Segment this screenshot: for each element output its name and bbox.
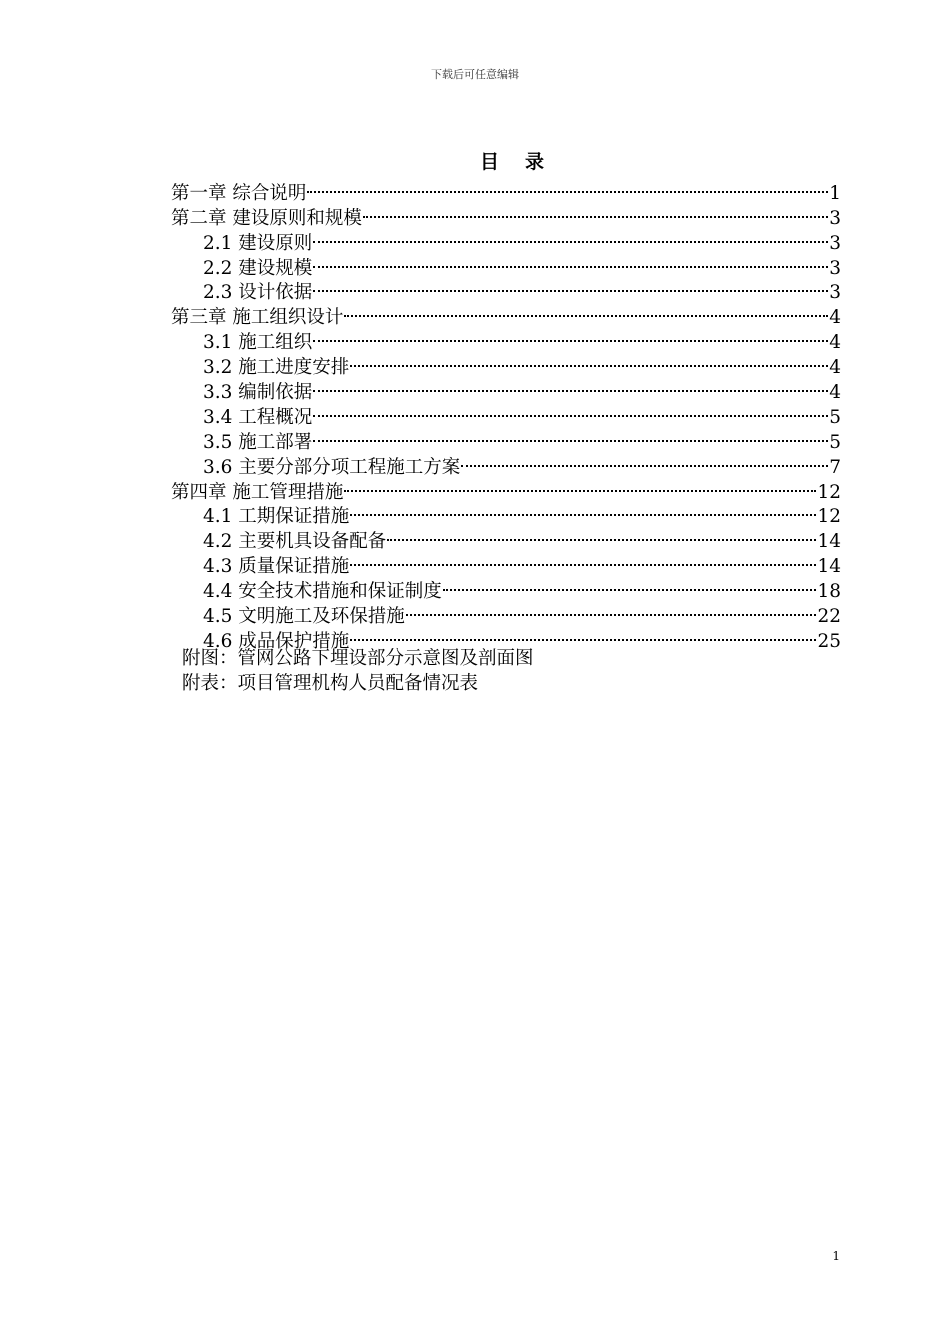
toc-leader-dots (387, 522, 816, 547)
toc-title-part-2: 录 (525, 151, 545, 173)
toc-leader-dots (344, 473, 816, 498)
toc-leader-dots (313, 323, 828, 348)
page-header-note: 下载后可任意编辑 (431, 68, 519, 81)
toc-leader-dots (350, 622, 816, 647)
toc-entry-label: 4.3 质量保证措施 (203, 556, 350, 578)
toc-entry-label: 第四章 施工管理措施 (171, 481, 344, 503)
toc-leader-dots (313, 373, 828, 398)
toc-entry-label: 3.2 施工进度安排 (203, 357, 350, 379)
toc-entry-label: 4.6 成品保护措施 (203, 630, 350, 652)
toc-entry-label: 2.1 建设原则 (203, 232, 313, 254)
toc-entry-page: 5 (829, 406, 841, 428)
toc-leader-dots (406, 597, 817, 622)
toc-title (0, 147, 950, 174)
toc-entry-page: 7 (829, 456, 841, 478)
toc-leader-dots (350, 498, 816, 523)
toc-entry-label: 4.2 主要机具设备配备 (203, 531, 387, 553)
toc-entry-label: 第二章 建设原则和规模 (171, 207, 362, 229)
toc-leader-dots (313, 274, 828, 299)
toc-entry-page: 5 (829, 431, 841, 453)
toc-leader-dots (443, 572, 817, 597)
toc-entry-page: 25 (817, 630, 841, 652)
toc-leader-dots (313, 398, 828, 423)
toc-entry-page: 4 (829, 307, 841, 329)
toc-entry-label: 3.5 施工部署 (203, 431, 313, 453)
toc-leader-dots (307, 174, 828, 199)
toc-leader-dots (350, 547, 816, 572)
toc-entry-label: 3.4 工程概况 (203, 406, 313, 428)
toc-entry-label: 3.1 施工组织 (203, 332, 313, 354)
toc-entry-label: 2.2 建设规模 (203, 257, 313, 279)
toc-title-part-1: 目 (479, 151, 499, 173)
toc-leader-dots (313, 423, 828, 448)
toc-entry-page: 4 (829, 357, 841, 379)
toc-entry-page: 1 (829, 182, 841, 204)
toc-leader-dots (313, 249, 828, 274)
toc-entry-label: 第三章 施工组织设计 (171, 307, 344, 329)
toc-entry-page: 12 (817, 506, 841, 528)
toc-leader-dots (344, 298, 828, 323)
appendix-figure[interactable]: 附图：管网公路下埋设部分示意图及剖面图 (182, 647, 534, 669)
toc-entry-label: 4.4 安全技术措施和保证制度 (203, 581, 442, 603)
toc-entry-page: 18 (817, 581, 841, 603)
toc-entry-page: 14 (817, 556, 841, 578)
toc-entry-ch1[interactable] (171, 174, 841, 204)
toc-leader-dots (350, 348, 828, 373)
appendix-table[interactable]: 附表：项目管理机构人员配备情况表 (182, 672, 479, 694)
toc-leader-dots (363, 199, 828, 224)
toc-entry-page: 14 (817, 531, 841, 553)
toc-entry-label: 4.1 工期保证措施 (203, 506, 350, 528)
toc-leader-dots (461, 448, 828, 473)
toc-entry-page: 3 (829, 207, 841, 229)
toc-entry-page: 3 (829, 257, 841, 279)
toc-entry-page: 3 (829, 282, 841, 304)
toc-entry-label: 2.3 设计依据 (203, 282, 313, 304)
toc-entry-label: 第一章 综合说明 (171, 182, 307, 204)
toc-entry-page: 4 (829, 332, 841, 354)
toc-entry-page: 4 (829, 382, 841, 404)
toc-leader-dots (313, 224, 828, 249)
toc-entry-page: 22 (817, 606, 841, 628)
toc-entry-label: 4.5 文明施工及环保措施 (203, 606, 405, 628)
toc-entry-page: 3 (829, 232, 841, 254)
table-of-contents (171, 174, 841, 697)
toc-entry-label: 3.3 编制依据 (203, 382, 313, 404)
page-number: 1 (832, 1249, 840, 1263)
toc-entry-page: 12 (817, 481, 841, 503)
toc-entry-label: 3.6 主要分部分项工程施工方案 (203, 456, 461, 478)
